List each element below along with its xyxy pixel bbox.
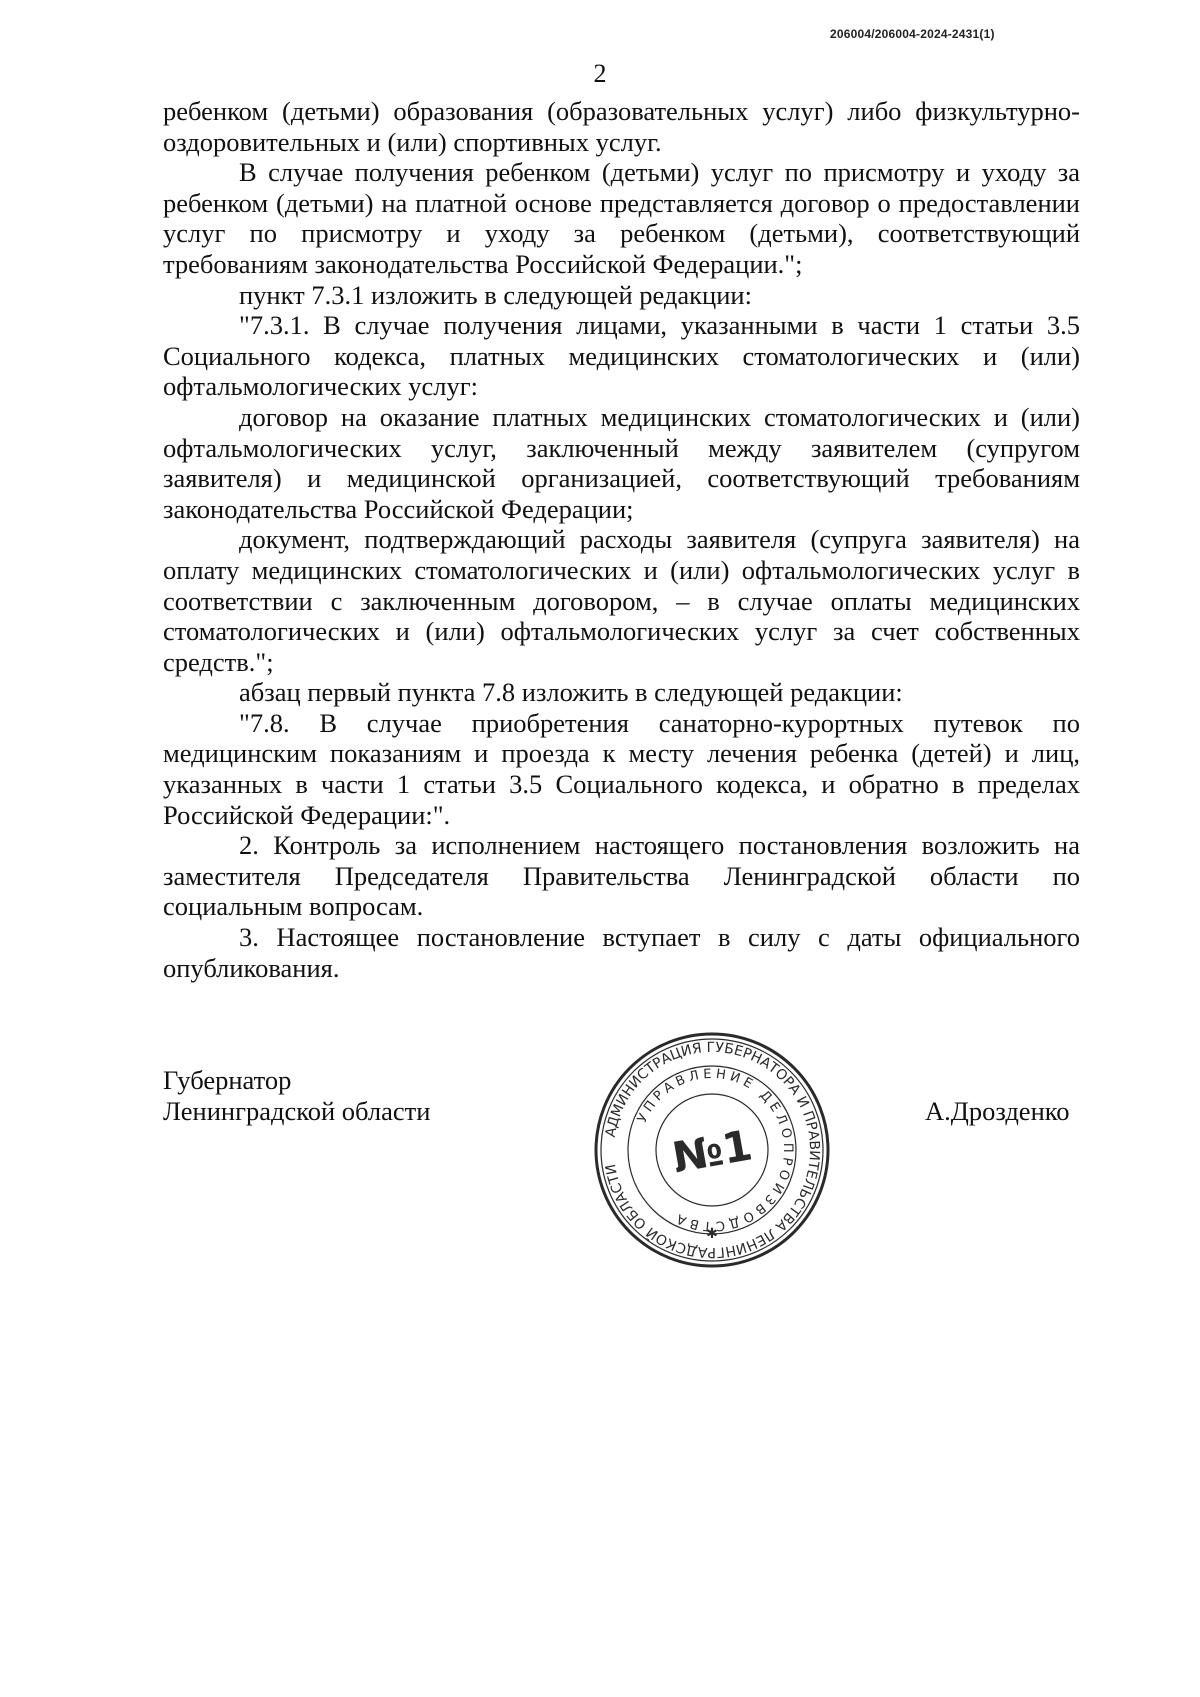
signatory-title [163, 1065, 430, 1126]
official-seal [592, 1030, 832, 1270]
document-body [163, 96, 1080, 983]
paragraph: ребенком (детьми) образования (образовательных услуг) либо физкультурно-оздоровительных и (или) спортивных услуг. [163, 96, 1080, 157]
paragraph: абзац первый пункта 7.8 изложить в следующей редакции: [239, 677, 903, 708]
paragraph: 2. Контроль за исполнением настоящего постановления возложить на заместителя Председателя Правительства Ленинградской области по социальным вопросам. [163, 830, 1080, 922]
signatory-title-line: Ленинградской области [163, 1095, 431, 1126]
document-registration-number: 206004/206004-2024-2431(1) [830, 27, 995, 41]
seal-star-icon: ✱ [706, 1226, 718, 1242]
paragraph: 3. Настоящее постановление вступает в силу с даты официального опубликования. [163, 922, 1080, 983]
seal-graphic [592, 1030, 832, 1270]
paragraph: "7.3.1. В случае получения лицами, указанными в части 1 статьи 3.5 Социального кодекса, платных медицинских стоматологических и (или) офтальмологических услуг: [163, 310, 1080, 402]
paragraph: договор на оказание платных медицинских стоматологических и (или) офтальмологических услуг, заключенный между заявителем (супругом заявителя) и медицинской организацией, соответствующий требованиям законодательства Российской Федерации; [163, 401, 1080, 524]
signatory-title-line: Губернатор [163, 1065, 292, 1095]
paragraph: В случае получения ребенком (детьми) услуг по присмотру и уходу за ребенком (детьми) на платной основе представляется договор о предоставлении услуг по присмотру и уходу за ребенком (детьми), соответствующий требованиям законодательства Российской Федерации."; [163, 157, 1080, 279]
seal-number: №1 [668, 1120, 756, 1183]
seal-outer-text: АДМИНИСТРАЦИЯ ГУБЕРНАТОРА И ПРАВИТЕЛЬСТВА ЛЕНИНГРАДСКОЙ ОБЛАСТИ [602, 1039, 823, 1261]
page-number: 2 [593, 59, 607, 88]
paragraph: "7.8. В случае приобретения санаторно-курортных путевок по медицинским показаниям и проезда к месту лечения ребенка (детей) и лиц, указанных в части 1 статьи 3.5 Социального кодекса, и обратно в пределах Российской Федерации:". [163, 707, 1080, 830]
signatory-name: А.Дрозденко [925, 1096, 1070, 1126]
paragraph: документ, подтверждающий расходы заявителя (супруга заявителя) на оплату медицинских стоматологических и (или) офтальмологических услуг в соответствии с заключенным договором, – в случае оплаты медицинских стоматологических и (или) офтальмологических услуг за счет собственных средств."; [163, 524, 1080, 677]
paragraph: пункт 7.3.1 изложить в следующей редакции: [239, 279, 752, 310]
seal-inner-text: УПРАВЛЕНИЕ ДЕЛОПРОИЗВОДСТВА [634, 1066, 796, 1234]
